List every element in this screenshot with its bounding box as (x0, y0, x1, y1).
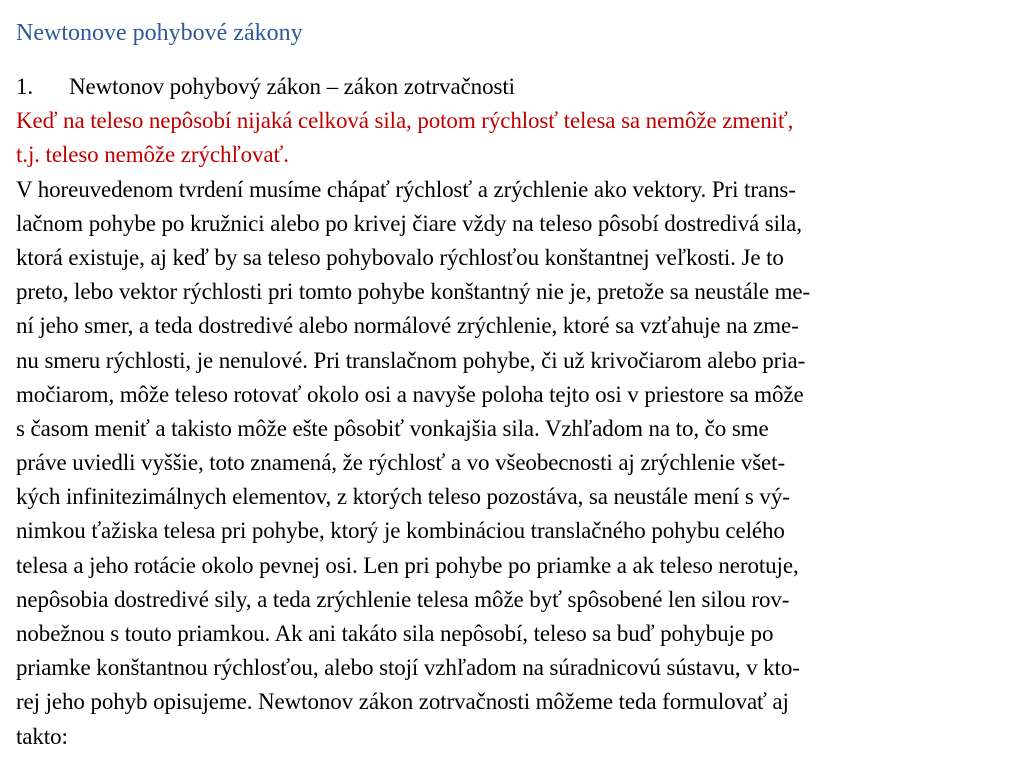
paragraph-line: s časom meniť a takisto môže ešte pôsobiť vonkajšia sila. Vzhľadom na to, čo sme (16, 415, 769, 441)
paragraph-line: rej jeho pohyb opisujeme. Newtonov zákon zotrvačnosti môžeme teda formulovať aj (16, 689, 789, 715)
paragraph-line: práve uviedli vyššie, toto znamená, že rýchlosť a vo všeobecnosti aj zrýchlenie všet- (16, 450, 786, 476)
paragraph-line: nimkou ťažiska telesa pri pohybe, ktorý je kombináciou translačného pohybu celého (16, 518, 785, 544)
numbered-heading (16, 70, 1016, 104)
paragraph-line: ní jeho smer, a teda dostredivé alebo normálové zrýchlenie, ktoré sa vzťahuje na zme- (16, 313, 799, 339)
slide-body (16, 70, 1016, 754)
paragraph-line: nu smeru rýchlosti, je nenulové. Pri translačnom pohybe, či už krivočiarom alebo pria- (16, 347, 806, 373)
paragraph-line: močiarom, môže teleso rotovať okolo osi a navyše poloha tejto osi v priestore sa môže (16, 381, 804, 407)
item-heading: Newtonov pohybový zákon – zákon zotrvačnosti (69, 74, 515, 99)
paragraph-line: telesa a jeho rotácie okolo pevnej osi. Len pri pohybe po priamke a ak teleso nerotuje, (16, 552, 799, 578)
slide-title: Newtonove pohybové zákony (16, 20, 303, 46)
paragraph-line: lačnom pohybe po kružnici alebo po krivej čiare vždy na teleso pôsobí dostredivá sila, (16, 210, 802, 236)
paragraph-line: ktorá existuje, aj keď by sa teleso pohybovalo rýchlosťou konštantnej veľkosti. Je to (16, 244, 784, 270)
law-statement-line: Keď na teleso nepôsobí nijaká celková sila, potom rýchlosť telesa sa nemôže zmeniť, (16, 108, 794, 134)
paragraph-line: nobežnou s touto priamkou. Ak ani takáto sila nepôsobí, teleso sa buď pohybuje po (16, 621, 774, 646)
paragraph-line: priamke konštantnou rýchlosťou, alebo stojí vzhľadom na súradnicovú sústavu, v kto- (16, 655, 800, 681)
paragraph-line: kých infinitezimálnych elementov, z ktorých teleso pozostáva, sa neustále mení s vý- (16, 484, 790, 510)
item-number: 1. (16, 74, 34, 99)
paragraph-line: preto, lebo vektor rýchlosti pri tomto pohybe konštantný nie je, pretože sa neustále me- (16, 279, 811, 305)
law-statement-line: t.j. teleso nemôže zrýchľovať. (16, 142, 289, 168)
paragraph-line: nepôsobia dostredivé sily, a teda zrýchlenie telesa môže byť spôsobené len silou rov- (16, 586, 790, 612)
paragraph-line: V horeuvedenom tvrdení musíme chápať rýchlosť a zrýchlenie ako vektory. Pri trans- (16, 176, 796, 202)
paragraph-line: takto: (16, 723, 68, 749)
